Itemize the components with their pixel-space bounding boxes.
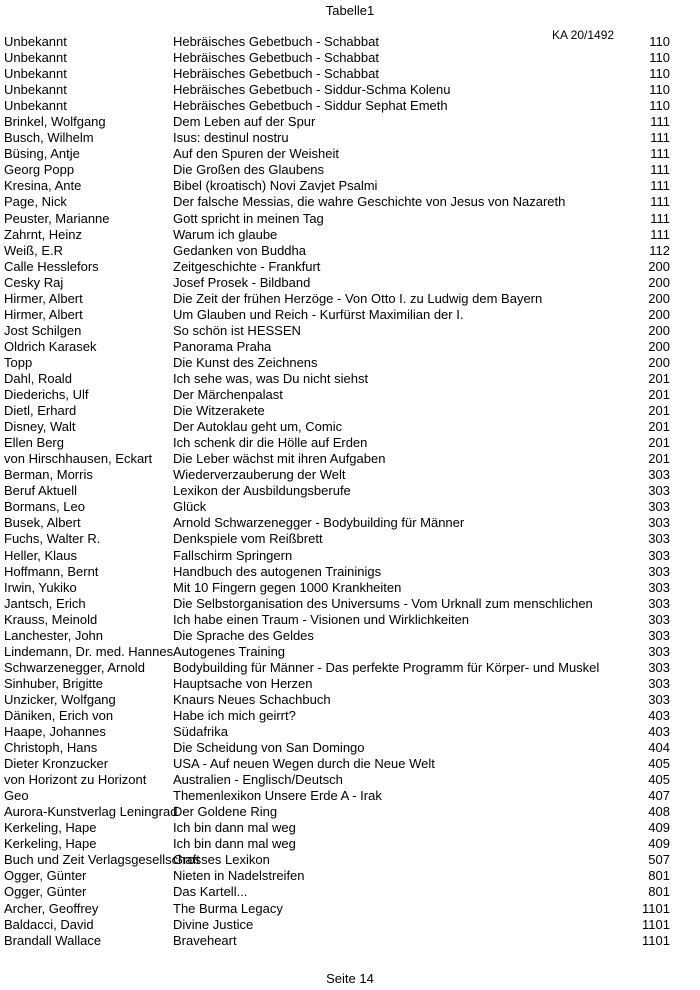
table-row [0,98,700,114]
category-number-cell: 110 [649,34,670,49]
title-cell: Divine Justice [173,916,254,932]
title-cell: Der Goldene Ring [173,804,278,820]
category-number-cell: 200 [648,274,670,290]
author-cell: Hirmer, Albert [4,306,83,322]
author-cell: Christoph, Hans [4,740,98,756]
title-cell: Isus: destinul nostru [173,130,289,146]
sheet-title: Tabelle1 [325,3,375,18]
category-number-cell: 403 [648,707,670,723]
title-cell: Das Kartell... [173,884,248,900]
author-cell: Büsing, Antje [4,146,80,162]
title-cell: Ich schenk dir die Hölle auf Erden [173,435,368,451]
table-row [0,130,700,146]
author-cell: Disney, Walt [4,419,76,435]
title-cell: Lexikon der Ausbildungsberufe [173,483,351,499]
author-cell: Cesky Raj [4,274,64,290]
author-cell: Geo [4,788,29,804]
author-cell: Hirmer, Albert [4,290,83,306]
title-cell: Habe ich mich geirrt? [173,707,296,723]
author-cell: Unzicker, Wolfgang [4,691,116,707]
title-cell: Der Autoklau geht um, Comic [173,419,343,435]
table-row [0,772,700,788]
category-number-cell: 200 [648,354,670,370]
title-cell: Autogenes Training [173,643,286,659]
table-row [0,483,700,499]
author-cell: Calle Hesslefors [4,258,99,274]
title-cell: Hebräisches Gebetbuch - Siddur-Schma Kolenu [173,82,451,98]
author-cell: Georg Popp [4,162,75,178]
table-row [0,548,700,564]
title-cell: Ich sehe was, was Du nicht siehst [173,370,369,386]
category-number-cell: 303 [648,499,670,515]
category-number-cell: 303 [648,483,670,499]
author-cell: Schwarzenegger, Arnold [4,659,145,675]
title-cell: Grosses Lexikon [173,852,270,868]
table-row [0,211,700,227]
table-row [0,275,700,291]
table-row [0,644,700,660]
title-cell: Mit 10 Fingern gegen 1000 Krankheiten [173,579,402,595]
title-cell: Bibel (kroatisch) Novi Zavjet Psalmi [173,178,378,194]
category-number-cell: 1101 [642,932,670,948]
author-cell: Ogger, Günter [4,884,87,900]
author-cell: Sinhuber, Brigitte [4,675,104,691]
author-cell: Busch, Wilhelm [4,130,94,146]
author-cell: Ellen Berg [4,435,64,451]
title-cell: So schön ist HESSEN [173,322,301,338]
table-row [0,917,700,933]
title-cell: Glück [173,499,207,515]
title-cell: Die Großen des Glaubens [173,162,325,178]
table-row [0,371,700,387]
category-number-cell: 409 [648,836,670,852]
table-row [0,82,700,98]
author-cell: Kresina, Ante [4,178,82,194]
category-number-cell: 403 [648,724,670,740]
author-cell: Weiß, E.R [4,242,63,258]
category-number-cell: 111 [650,146,670,162]
table-row [0,836,700,852]
title-cell: Bodybuilding für Männer - Das perfekte Programm für Körper- und Muskel [173,659,600,675]
title-cell: Handbuch des autogenen Traininigs [173,563,382,579]
category-number-cell: 201 [648,387,670,403]
title-cell: Nieten in Nadelstreifen [173,868,305,884]
title-cell: Dem Leben auf der Spur [173,114,316,130]
table-row [0,339,700,355]
author-cell: Oldrich Karasek [4,338,97,354]
table-row [0,291,700,307]
table-row [0,724,700,740]
author-cell: Unbekannt [4,82,67,98]
category-number-cell: 111 [650,226,670,242]
author-cell: Haape, Johannes [4,724,106,740]
category-number-cell: 303 [648,675,670,691]
category-number-cell: 110 [649,50,670,66]
category-number-cell: 303 [648,467,670,483]
title-cell: Fallschirm Springern [173,547,293,563]
table-row [0,419,700,435]
table-row [0,66,700,82]
table-row [0,580,700,596]
category-number-cell: 111 [650,162,670,178]
category-number-cell: 405 [648,772,670,788]
title-cell: Panorama Praha [173,338,272,354]
author-cell: Unbekannt [4,34,67,49]
table-row [0,788,700,804]
author-cell: Berman, Morris [4,467,93,483]
title-cell: Warum ich glaube [173,226,278,242]
title-cell: Braveheart [173,932,237,948]
table-row [0,34,700,50]
table-row [0,467,700,483]
table-row [0,740,700,756]
table-row [0,933,700,949]
table-row [0,612,700,628]
table-row [0,676,700,692]
title-cell: Um Glauben und Reich - Kurfürst Maximilian der I. [173,306,464,322]
category-number-cell: 303 [648,515,670,531]
title-cell: Knaurs Neues Schachbuch [173,691,331,707]
table-row [0,435,700,451]
title-cell: Hebräisches Gebetbuch - Schabbat [173,66,379,82]
title-cell: Zeitgeschichte - Frankfurt [173,258,321,274]
category-number-cell: 303 [648,643,670,659]
table-row [0,162,700,178]
category-number-cell: 111 [650,130,670,146]
author-cell: Zahrnt, Heinz [4,226,83,242]
category-number-cell: 303 [648,595,670,611]
category-number-cell: 404 [648,740,670,756]
category-number-cell: 408 [648,804,670,820]
title-cell: Australien - Englisch/Deutsch [173,772,343,788]
author-cell: Dahl, Roald [4,370,72,386]
author-cell: Däniken, Erich von [4,707,114,723]
category-number-cell: 200 [648,322,670,338]
category-number-cell: 801 [648,884,670,900]
title-cell: The Burma Legacy [173,900,283,916]
author-cell: Topp [4,354,33,370]
author-cell: Busek, Albert [4,515,81,531]
table-row [0,515,700,531]
title-cell: Ich bin dann mal weg [173,820,296,836]
category-number-cell: 200 [648,258,670,274]
author-cell: Jantsch, Erich [4,595,86,611]
author-cell: Baldacci, David [4,916,94,932]
title-cell: Der Märchenpalast [173,387,283,403]
author-cell: Beruf Aktuell [4,483,77,499]
category-number-cell: 303 [648,627,670,643]
category-number-cell: 303 [648,531,670,547]
table-row [0,307,700,323]
table-row [0,451,700,467]
category-number-cell: 303 [648,547,670,563]
author-cell: von Hirschhausen, Eckart [4,451,153,467]
category-number-cell: 111 [650,178,670,194]
category-number-cell: 407 [648,788,670,804]
category-number-cell: 201 [648,419,670,435]
author-cell: Aurora-Kunstverlag Leningrad [4,804,178,820]
title-cell: Wiederverzauberung der Welt [173,467,346,483]
author-cell: Bormans, Leo [4,499,85,515]
title-cell: Arnold Schwarzenegger - Bodybuilding für Männer [173,515,465,531]
title-cell: Der falsche Messias, die wahre Geschichte von Jesus von Nazareth [173,194,566,210]
category-number-cell: 112 [649,242,670,258]
table-row [0,259,700,275]
category-number-cell: 200 [648,290,670,306]
table-row [0,227,700,243]
author-cell: Unbekannt [4,50,67,66]
table-row [0,868,700,884]
author-cell: Archer, Geoffrey [4,900,99,916]
category-number-cell: 111 [650,194,670,210]
category-number-cell: 200 [648,338,670,354]
author-cell: Lanchester, John [4,627,104,643]
title-cell: Hebräisches Gebetbuch - Schabbat [173,34,379,49]
title-cell: Hauptsache von Herzen [173,675,313,691]
author-cell: Page, Nick [4,194,67,210]
title-cell: Ich habe einen Traum - Visionen und Wirklichkeiten [173,611,470,627]
category-number-cell: 110 [649,98,670,114]
table-row [0,194,700,210]
author-cell: Ogger, Günter [4,868,87,884]
title-cell: Themenlexikon Unsere Erde A - Irak [173,788,382,804]
table-row [0,403,700,419]
table-row [0,756,700,772]
author-cell: Krauss, Meinold [4,611,98,627]
title-cell: Ich bin dann mal weg [173,836,296,852]
page-number: Seite 14 [326,971,374,986]
table-row [0,884,700,900]
table-row [0,146,700,162]
author-cell: Kerkeling, Hape [4,836,97,852]
author-cell: Dietl, Erhard [4,403,77,419]
category-number-cell: 303 [648,563,670,579]
table-row [0,820,700,836]
title-cell: Die Leber wächst mit ihren Aufgaben [173,451,386,467]
reference-code: KA 20/1492 [552,28,615,42]
category-number-cell: 1101 [642,916,670,932]
category-number-cell: 201 [648,451,670,467]
title-cell: Die Sprache des Geldes [173,627,314,643]
title-cell: Die Zeit der frühen Herzöge - Von Otto I. zu Ludwig dem Bayern [173,290,543,306]
table-row [0,901,700,917]
table-row [0,178,700,194]
title-cell: Josef Prosek - Bildband [173,274,311,290]
author-cell: Irwin, Yukiko [4,579,77,595]
table-row [0,355,700,371]
category-number-cell: 801 [648,868,670,884]
category-number-cell: 405 [648,756,670,772]
author-cell: Heller, Klaus [4,547,77,563]
category-number-cell: 201 [648,435,670,451]
category-number-cell: 110 [649,82,670,98]
table-row [0,114,700,130]
category-number-cell: 303 [648,691,670,707]
author-cell: Fuchs, Walter R. [4,531,101,547]
table-row [0,628,700,644]
table-row [0,660,700,676]
table-row [0,564,700,580]
author-cell: Peuster, Marianne [4,210,110,226]
category-number-cell: 110 [649,66,670,82]
category-number-cell: 507 [648,852,670,868]
title-cell: Die Selbstorganisation des Universums - Vom Urknall zum menschlichen [173,595,593,611]
table-row [0,323,700,339]
category-number-cell: 201 [648,370,670,386]
author-cell: Buch und Zeit Verlagsgesellschaft [4,852,200,868]
category-number-cell: 200 [648,306,670,322]
title-cell: USA - Auf neuen Wegen durch die Neue Welt [173,756,435,772]
title-cell: Südafrika [173,724,228,740]
book-table [0,34,700,949]
author-cell: Brinkel, Wolfgang [4,114,106,130]
table-row [0,50,700,66]
title-cell: Auf den Spuren der Weisheit [173,146,339,162]
title-cell: Die Kunst des Zeichnens [173,354,318,370]
title-cell: Gedanken von Buddha [173,242,306,258]
table-row [0,596,700,612]
title-cell: Hebräisches Gebetbuch - Siddur Sephat Emeth [173,98,448,114]
title-cell: Die Scheidung von San Domingo [173,740,365,756]
table-row [0,692,700,708]
author-cell: Unbekannt [4,98,67,114]
table-row [0,387,700,403]
table-row [0,531,700,547]
author-cell: Kerkeling, Hape [4,820,97,836]
title-cell: Die Witzerakete [173,403,265,419]
author-cell: Dieter Kronzucker [4,756,109,772]
author-cell: Jost Schilgen [4,322,82,338]
table-row [0,804,700,820]
author-cell: Diederichs, Ulf [4,387,89,403]
table-row [0,499,700,515]
category-number-cell: 201 [648,403,670,419]
table-row [0,852,700,868]
category-number-cell: 409 [648,820,670,836]
title-cell: Gott spricht in meinen Tag [173,210,324,226]
author-cell: Lindemann, Dr. med. Hannes [4,643,174,659]
category-number-cell: 303 [648,579,670,595]
category-number-cell: 1101 [642,900,670,916]
table-row [0,708,700,724]
author-cell: Unbekannt [4,66,67,82]
category-number-cell: 303 [648,659,670,675]
author-cell: von Horizont zu Horizont [4,772,147,788]
table-row [0,243,700,259]
title-cell: Hebräisches Gebetbuch - Schabbat [173,50,379,66]
author-cell: Brandall Wallace [4,932,102,948]
category-number-cell: 111 [650,114,670,130]
author-cell: Hoffmann, Bernt [4,563,99,579]
category-number-cell: 111 [650,210,670,226]
category-number-cell: 303 [648,611,670,627]
title-cell: Denkspiele vom Reißbrett [173,531,323,547]
